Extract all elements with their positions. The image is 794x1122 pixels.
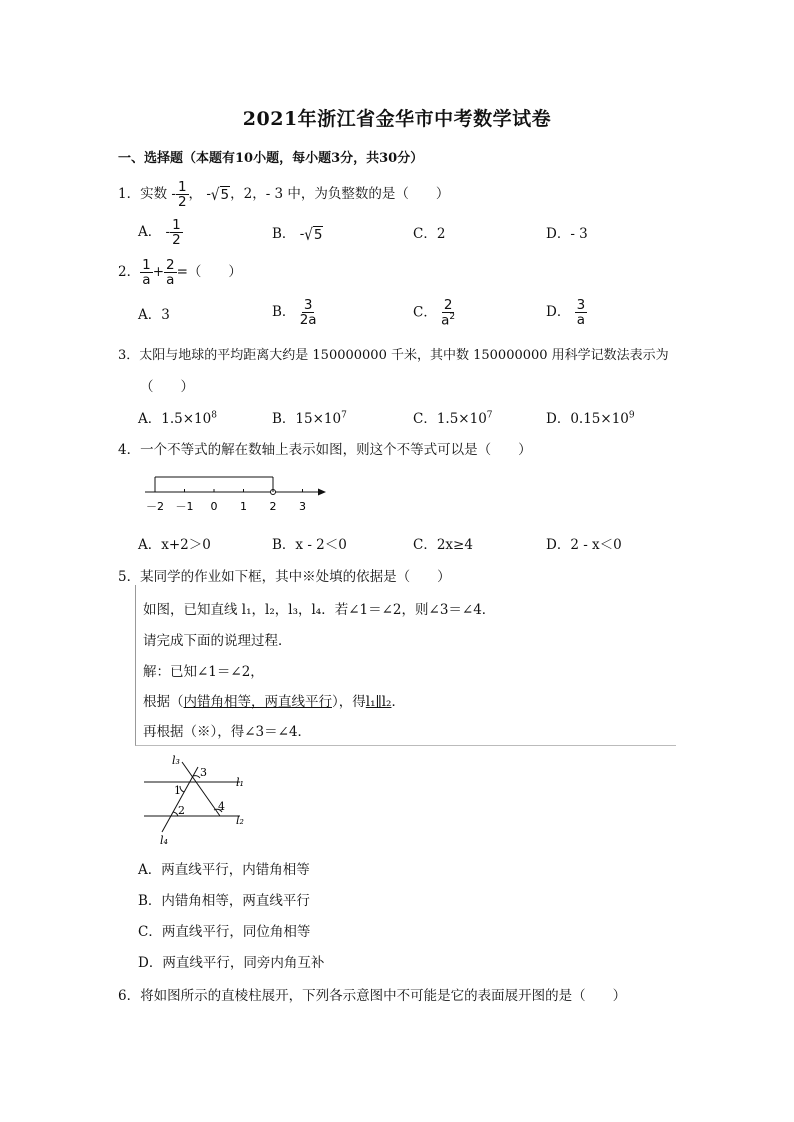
q1-a-den: 2 (172, 232, 181, 249)
q2-c-frac (441, 298, 455, 328)
section-heading: 一、选择题（本题有10小题，每小题3分，共30分） (118, 151, 424, 166)
tick-label: 1 (240, 500, 247, 513)
tick-label: 3 (299, 500, 306, 513)
q2-frac-2 (164, 258, 177, 287)
q1-sqrt: √5 (210, 185, 230, 205)
q2-plus: + (152, 264, 164, 281)
number-line-figure (140, 468, 340, 518)
q1-fraction (176, 180, 189, 209)
question-4: 4．一个不等式的解在数轴上表示如图，则这个不等式可以是（ ） (118, 442, 532, 458)
box-l4-parallel: l₁∥l₂ (365, 694, 392, 710)
tick-label: 0 (210, 500, 218, 513)
q4-option-a: A．x+2＞0 (138, 537, 211, 553)
q2-c-num: 2 (443, 297, 453, 313)
q2-d-label: D． (546, 304, 571, 321)
q1-option-c: C．2 (413, 226, 446, 242)
q2-c-den-base: a (441, 312, 450, 329)
q3-option-d (546, 407, 635, 427)
q5-option-d: D．两直线平行，同旁内角互补 (138, 955, 325, 971)
q3-paren: （ ） (140, 379, 194, 395)
q2-b-frac (300, 298, 317, 327)
q3-option-c (413, 407, 493, 427)
q1-a-num: 1 (172, 217, 181, 233)
q2-d-num: 3 (576, 297, 586, 313)
label-l2: l₂ (236, 814, 244, 827)
q2-c-label: C． (413, 304, 437, 321)
q1-a-neg: - (165, 224, 171, 241)
q5-option-a: A．两直线平行，内错角相等 (138, 862, 310, 878)
q1-frac-den: 2 (177, 194, 187, 211)
box-l4-underlined: 内错角相等，两直线平行 (183, 694, 332, 710)
q1-option-d: D．- 3 (546, 226, 588, 242)
q2-f1-num: 1 (142, 257, 151, 273)
question-2 (118, 258, 242, 287)
q2-option-d (546, 298, 587, 327)
q2-option-a: A．3 (138, 307, 170, 323)
box-line-5: 再根据（※），得∠3＝∠4． (143, 724, 312, 740)
q2-d-den: a (576, 312, 586, 329)
tick-label: －1 (175, 500, 194, 513)
q2-b-den: 2a (299, 312, 317, 329)
box-line-4 (143, 690, 405, 710)
q1-number: 1． (118, 186, 141, 203)
label-l4: l₄ (160, 834, 168, 847)
label-angle-4: 4 (218, 800, 225, 813)
q1-sqrt-val: 5 (220, 186, 230, 203)
q3-d-exp: 9 (628, 410, 635, 421)
q2-option-c (413, 298, 455, 328)
q1-b-sqrt: √5 (304, 224, 323, 245)
q2-f1-den: a (142, 272, 151, 289)
axis-arrow-icon (318, 489, 326, 496)
q2-f2-den: a (166, 272, 175, 289)
label-l3: l₃ (172, 754, 180, 767)
tick-marks (146, 489, 306, 513)
q3-d-text: D．0.15×10 (546, 411, 629, 427)
q2-f2-num: 2 (166, 257, 175, 273)
tick-label: 2 (269, 500, 277, 513)
q5-option-c: C．两直线平行，同位角相等 (138, 924, 311, 940)
q1-comma: ， (188, 186, 203, 203)
q1-prefix: 实数 (140, 186, 168, 203)
q1-b-neg: - (299, 226, 305, 242)
tick-label: －2 (146, 500, 164, 513)
q3-a-text: A．1.5×10 (138, 411, 212, 427)
q1-option-b (272, 222, 323, 243)
q2-frac-1 (140, 258, 153, 287)
angle-3-arc (193, 776, 200, 778)
q1-b-sqrt-val: 5 (313, 226, 323, 243)
box-line-2: 请完成下面的说理过程． (143, 633, 292, 649)
q1-suffix: - 3 中，为负整数的是（ ） (265, 186, 450, 203)
q1-a-label: A． (138, 224, 162, 241)
box-line-3: 解：已知∠1＝∠2， (143, 664, 264, 680)
q3-b-text: B．15×10 (272, 411, 342, 427)
q3-b-exp: 7 (341, 410, 347, 421)
q1-neg: - (171, 186, 176, 203)
q2-number: 2． (118, 264, 141, 281)
label-angle-2: 2 (178, 804, 185, 817)
label-angle-3: 3 (200, 766, 207, 779)
q1-mid: ，2， (230, 186, 266, 203)
q4-option-b: B．x - 2＜0 (272, 537, 347, 553)
q2-d-frac (575, 298, 588, 327)
q2-b-num: 3 (303, 297, 313, 313)
q1-option-a (138, 218, 183, 247)
parallel-lines-figure (140, 752, 270, 848)
box-l4-a: 根据（ (143, 694, 184, 710)
label-l1: l₁ (236, 776, 244, 789)
q3-c-text: C．1.5×10 (413, 411, 487, 427)
question-3: 3．太阳与地球的平均距离大约是 150000000 千米，其中数 150000000 用科学记数法表示为 (118, 348, 669, 363)
question-5: 5．某同学的作业如下框，其中※处填的依据是（ ） (118, 569, 451, 585)
question-1 (118, 180, 449, 209)
q2-equals: =（ ） (176, 264, 242, 281)
q2-c-den (441, 313, 455, 328)
q1-neg2: - (206, 186, 211, 203)
box-l4-b: ），得 (332, 694, 366, 710)
q2-c-exp: 2 (449, 312, 456, 323)
line-l4 (162, 767, 198, 832)
q3-a-exp: 8 (211, 410, 217, 421)
q3-option-b (272, 407, 347, 427)
label-angle-1: 1 (174, 784, 181, 797)
q1-b-label: B． (272, 226, 296, 242)
q5-option-b: B．内错角相等，两直线平行 (138, 893, 310, 909)
box-l4-d: ． (391, 694, 405, 710)
q2-b-label: B． (272, 304, 296, 321)
q2-option-b (272, 298, 317, 327)
q1-a-frac (170, 218, 183, 247)
question-6: 6．将如图所示的直棱柱展开，下列各示意图中不可能是它的表面展开图的是（ ） (118, 988, 627, 1004)
page-title: 2021年浙江省金华市中考数学试卷 (242, 108, 552, 130)
q4-option-d: D．2 - x＜0 (546, 537, 622, 553)
q3-option-a (138, 407, 217, 427)
q3-c-exp: 7 (486, 410, 493, 421)
box-line-1: 如图，已知直线 l₁，l₂，l₃，l₄．若∠1＝∠2，则∠3＝∠4． (143, 602, 496, 618)
q1-frac-num: 1 (177, 179, 187, 195)
q4-option-c: C．2x≥4 (413, 537, 473, 553)
